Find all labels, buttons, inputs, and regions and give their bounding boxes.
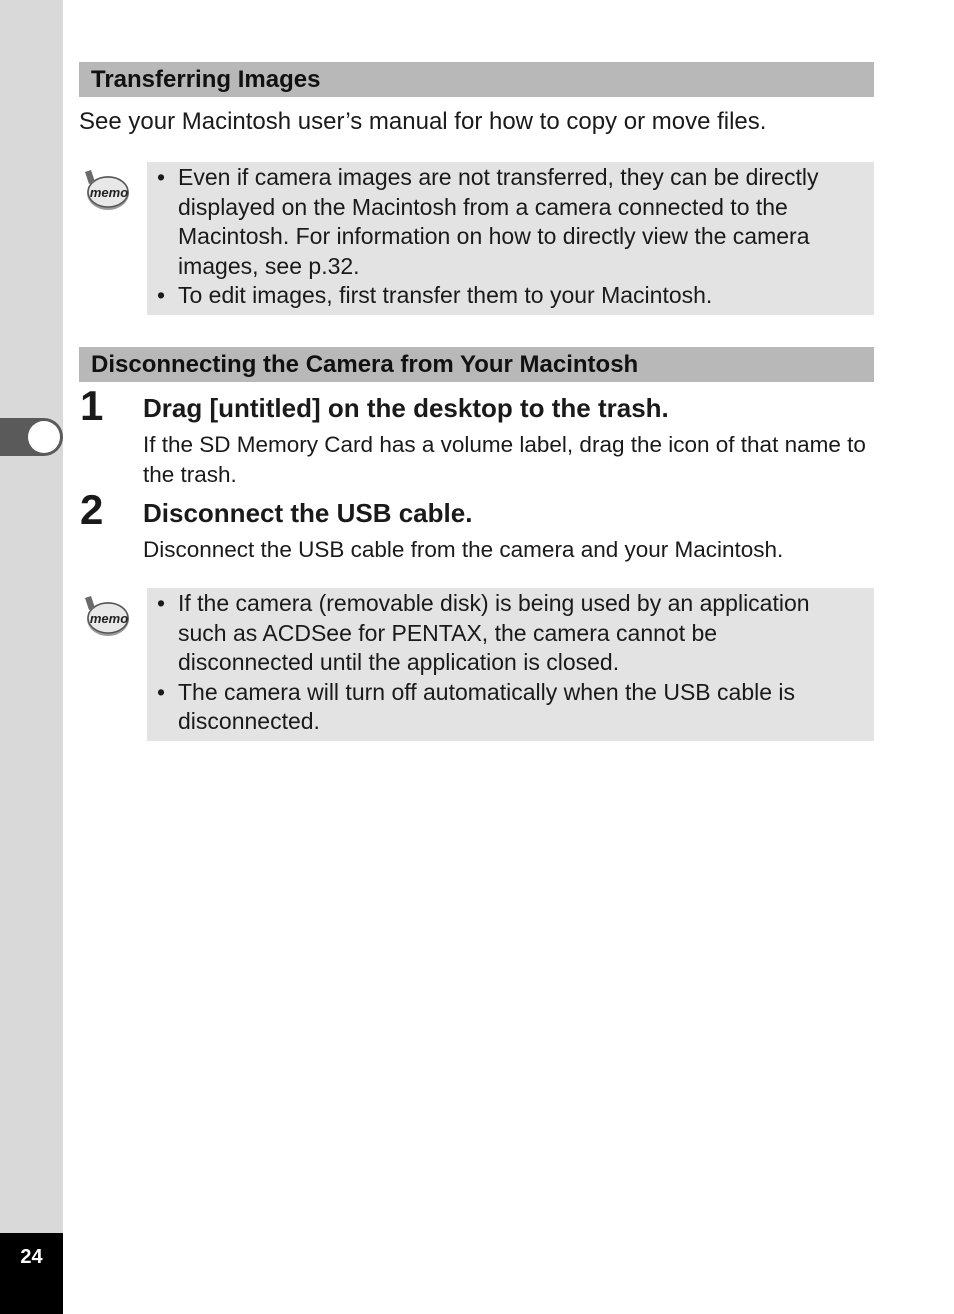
step-description: Disconnect the USB cable from the camera and your Macintosh. [143, 537, 784, 562]
memo-icon [81, 594, 131, 640]
step-description: If the SD Memory Card has a volume label, drag the icon of that name to the trash. [143, 432, 866, 487]
step-number: 2 [80, 486, 104, 533]
svg-text:memo: memo [89, 611, 129, 626]
step-title: Disconnect the USB cable. [143, 498, 473, 528]
memo-item: • Even if camera images are not transferred, they can be directly displayed on the Macintosh from a camera connected to the Macintosh. For information on how to directly view the camera images, see p.32. [147, 163, 854, 281]
step-title: Drag [untitled] on the desktop to the trash. [143, 393, 669, 423]
page-number: 24 [0, 1233, 63, 1314]
memo-item: • If the camera (removable disk) is being used by an application such as ACDSee for PENTAX, the camera cannot be disconnected until the application is closed. [147, 589, 854, 678]
memo-box-disconnecting [147, 588, 874, 741]
left-margin-bar [0, 0, 63, 1314]
memo-item: • The camera will turn off automatically when the USB cable is disconnected. [147, 678, 854, 737]
section-header-transferring: Transferring Images [79, 62, 874, 97]
svg-text:memo: memo [89, 185, 129, 200]
memo-item: • To edit images, first transfer them to your Macintosh. [147, 281, 854, 311]
chapter-tab-icon [0, 418, 63, 456]
memo-icon [81, 168, 131, 214]
section-header-disconnecting: Disconnecting the Camera from Your Macintosh [79, 347, 874, 382]
step-number: 1 [80, 382, 104, 429]
memo-box-transferring [147, 162, 874, 315]
transferring-intro: See your Macintosh user’s manual for how to copy or move files. [79, 108, 767, 135]
